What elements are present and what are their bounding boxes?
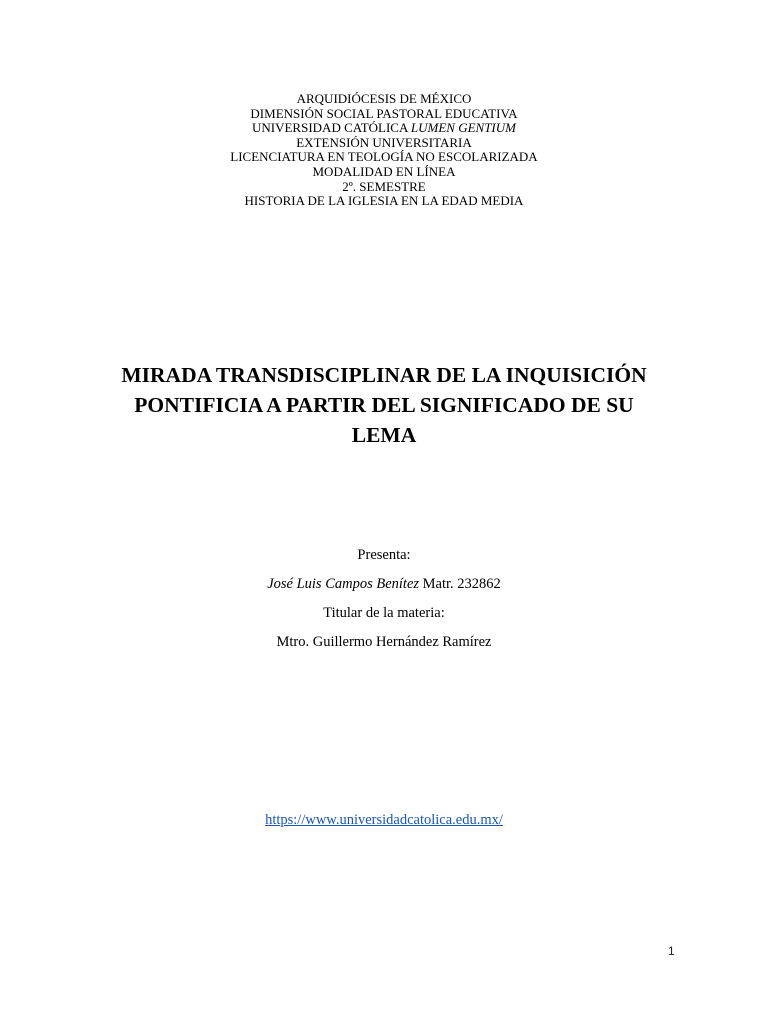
titular-label: Titular de la materia: — [323, 605, 445, 621]
header-degree: LICENCIATURA EN TEOLOGÍA NO ESCOLARIZADA — [230, 149, 538, 165]
presenter-block — [0, 545, 768, 661]
page-number: 1 — [668, 944, 675, 958]
university-name: LUMEN GENTIUM — [410, 120, 516, 136]
title-line: MIRADA TRANSDISCIPLINAR DE LA INQUISICIÓN — [121, 363, 647, 387]
header-university — [0, 121, 768, 136]
document-title — [84, 360, 684, 450]
author-line — [0, 574, 768, 603]
header-dimension: DIMENSIÓN SOCIAL PASTORAL EDUCATIVA — [250, 105, 518, 121]
teacher-name: Mtro. Guillermo Hernández Ramírez — [276, 634, 492, 650]
title-line: LEMA — [351, 423, 417, 447]
author-matricula: Matr. 232862 — [422, 576, 501, 592]
header-extension: EXTENSIÓN UNIVERSITARIA — [296, 134, 472, 150]
header-semester: 2º. SEMESTRE — [342, 178, 426, 194]
author-name: José Luis Campos Benítez — [267, 576, 420, 592]
header-course: HISTORIA DE LA IGLESIA EN LA EDAD MEDIA — [244, 193, 524, 209]
title-line: PONTIFICIA A PARTIR DEL SIGNIFICADO DE SU — [134, 393, 634, 417]
institution-header — [0, 92, 768, 209]
header-archdiocese: ARQUIDIÓCESIS DE MÉXICO — [296, 91, 472, 106]
presenta-label: Presenta: — [357, 547, 411, 563]
university-prefix: UNIVERSIDAD CATÓLICA — [252, 120, 408, 136]
header-modality: MODALIDAD EN LÍNEA — [312, 163, 456, 179]
website-line — [0, 812, 768, 829]
university-website-link[interactable]: https://www.universidadcatolica.edu.mx/ — [265, 812, 503, 828]
